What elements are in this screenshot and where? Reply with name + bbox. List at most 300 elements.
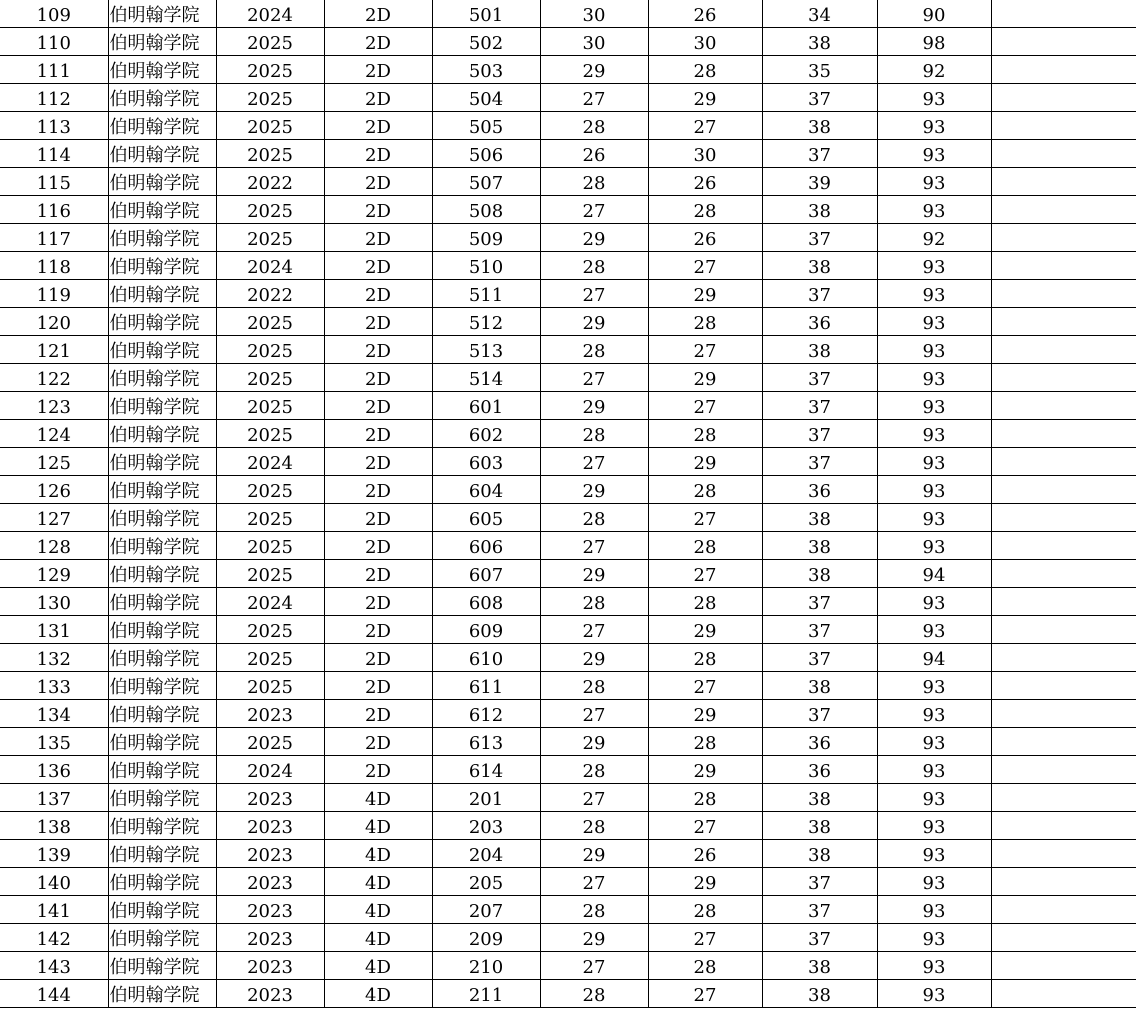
year-cell[interactable]: 2024 <box>216 0 324 28</box>
score-a-cell[interactable]: 28 <box>540 672 648 700</box>
row-number-cell[interactable]: 133 <box>0 672 108 700</box>
score-c-cell[interactable]: 38 <box>762 952 877 980</box>
score-c-cell[interactable]: 38 <box>762 812 877 840</box>
total-cell[interactable]: 93 <box>877 336 991 364</box>
score-b-cell[interactable]: 28 <box>648 728 762 756</box>
school-cell[interactable]: 伯明翰学院 <box>108 532 216 560</box>
score-b-cell[interactable]: 28 <box>648 308 762 336</box>
dimension-cell[interactable]: 2D <box>324 364 432 392</box>
code-cell[interactable]: 207 <box>432 896 540 924</box>
row-number-cell[interactable]: 143 <box>0 952 108 980</box>
dimension-cell[interactable]: 2D <box>324 448 432 476</box>
row-number-cell[interactable]: 135 <box>0 728 108 756</box>
score-b-cell[interactable]: 28 <box>648 56 762 84</box>
score-c-cell[interactable]: 37 <box>762 588 877 616</box>
blank-cell[interactable] <box>991 504 1136 532</box>
score-a-cell[interactable]: 30 <box>540 0 648 28</box>
year-cell[interactable]: 2025 <box>216 336 324 364</box>
score-a-cell[interactable]: 28 <box>540 812 648 840</box>
school-cell[interactable]: 伯明翰学院 <box>108 672 216 700</box>
code-cell[interactable]: 505 <box>432 112 540 140</box>
total-cell[interactable]: 93 <box>877 952 991 980</box>
score-b-cell[interactable]: 26 <box>648 0 762 28</box>
score-b-cell[interactable]: 29 <box>648 448 762 476</box>
row-number-cell[interactable]: 121 <box>0 336 108 364</box>
dimension-cell[interactable]: 2D <box>324 672 432 700</box>
dimension-cell[interactable]: 2D <box>324 224 432 252</box>
score-a-cell[interactable]: 28 <box>540 336 648 364</box>
dimension-cell[interactable]: 2D <box>324 616 432 644</box>
row-number-cell[interactable]: 119 <box>0 280 108 308</box>
code-cell[interactable]: 209 <box>432 924 540 952</box>
score-c-cell[interactable]: 37 <box>762 868 877 896</box>
blank-cell[interactable] <box>991 868 1136 896</box>
blank-cell[interactable] <box>991 448 1136 476</box>
score-a-cell[interactable]: 28 <box>540 980 648 1008</box>
total-cell[interactable]: 93 <box>877 616 991 644</box>
year-cell[interactable]: 2023 <box>216 924 324 952</box>
blank-cell[interactable] <box>991 728 1136 756</box>
score-a-cell[interactable]: 27 <box>540 280 648 308</box>
code-cell[interactable]: 204 <box>432 840 540 868</box>
code-cell[interactable]: 211 <box>432 980 540 1008</box>
dimension-cell[interactable]: 2D <box>324 560 432 588</box>
code-cell[interactable]: 608 <box>432 588 540 616</box>
blank-cell[interactable] <box>991 952 1136 980</box>
school-cell[interactable]: 伯明翰学院 <box>108 196 216 224</box>
score-c-cell[interactable]: 38 <box>762 560 877 588</box>
year-cell[interactable]: 2023 <box>216 952 324 980</box>
total-cell[interactable]: 93 <box>877 784 991 812</box>
dimension-cell[interactable]: 2D <box>324 336 432 364</box>
dimension-cell[interactable]: 2D <box>324 168 432 196</box>
score-a-cell[interactable]: 29 <box>540 224 648 252</box>
school-cell[interactable]: 伯明翰学院 <box>108 616 216 644</box>
year-cell[interactable]: 2023 <box>216 840 324 868</box>
score-c-cell[interactable]: 38 <box>762 112 877 140</box>
score-c-cell[interactable]: 36 <box>762 476 877 504</box>
score-b-cell[interactable]: 26 <box>648 840 762 868</box>
score-a-cell[interactable]: 27 <box>540 84 648 112</box>
year-cell[interactable]: 2025 <box>216 644 324 672</box>
row-number-cell[interactable]: 118 <box>0 252 108 280</box>
score-c-cell[interactable]: 37 <box>762 224 877 252</box>
school-cell[interactable]: 伯明翰学院 <box>108 644 216 672</box>
code-cell[interactable]: 508 <box>432 196 540 224</box>
school-cell[interactable]: 伯明翰学院 <box>108 0 216 28</box>
score-b-cell[interactable]: 27 <box>648 504 762 532</box>
school-cell[interactable]: 伯明翰学院 <box>108 504 216 532</box>
score-a-cell[interactable]: 29 <box>540 476 648 504</box>
year-cell[interactable]: 2025 <box>216 364 324 392</box>
school-cell[interactable]: 伯明翰学院 <box>108 952 216 980</box>
code-cell[interactable]: 614 <box>432 756 540 784</box>
dimension-cell[interactable]: 2D <box>324 532 432 560</box>
score-a-cell[interactable]: 27 <box>540 196 648 224</box>
blank-cell[interactable] <box>991 756 1136 784</box>
score-c-cell[interactable]: 37 <box>762 896 877 924</box>
code-cell[interactable]: 510 <box>432 252 540 280</box>
score-c-cell[interactable]: 37 <box>762 924 877 952</box>
total-cell[interactable]: 93 <box>877 448 991 476</box>
school-cell[interactable]: 伯明翰学院 <box>108 224 216 252</box>
dimension-cell[interactable]: 2D <box>324 0 432 28</box>
total-cell[interactable]: 93 <box>877 420 991 448</box>
school-cell[interactable]: 伯明翰学院 <box>108 280 216 308</box>
school-cell[interactable]: 伯明翰学院 <box>108 980 216 1008</box>
year-cell[interactable]: 2025 <box>216 84 324 112</box>
total-cell[interactable]: 93 <box>877 672 991 700</box>
row-number-cell[interactable]: 127 <box>0 504 108 532</box>
code-cell[interactable]: 602 <box>432 420 540 448</box>
code-cell[interactable]: 506 <box>432 140 540 168</box>
row-number-cell[interactable]: 129 <box>0 560 108 588</box>
score-b-cell[interactable]: 27 <box>648 252 762 280</box>
row-number-cell[interactable]: 111 <box>0 56 108 84</box>
year-cell[interactable]: 2025 <box>216 224 324 252</box>
score-a-cell[interactable]: 28 <box>540 588 648 616</box>
total-cell[interactable]: 93 <box>877 980 991 1008</box>
score-a-cell[interactable]: 28 <box>540 112 648 140</box>
total-cell[interactable]: 93 <box>877 756 991 784</box>
score-a-cell[interactable]: 29 <box>540 728 648 756</box>
total-cell[interactable]: 93 <box>877 84 991 112</box>
row-number-cell[interactable]: 109 <box>0 0 108 28</box>
school-cell[interactable]: 伯明翰学院 <box>108 840 216 868</box>
blank-cell[interactable] <box>991 980 1136 1008</box>
year-cell[interactable]: 2025 <box>216 560 324 588</box>
school-cell[interactable]: 伯明翰学院 <box>108 392 216 420</box>
score-a-cell[interactable]: 28 <box>540 896 648 924</box>
code-cell[interactable]: 513 <box>432 336 540 364</box>
score-c-cell[interactable]: 38 <box>762 784 877 812</box>
row-number-cell[interactable]: 122 <box>0 364 108 392</box>
dimension-cell[interactable]: 2D <box>324 280 432 308</box>
total-cell[interactable]: 93 <box>877 280 991 308</box>
school-cell[interactable]: 伯明翰学院 <box>108 476 216 504</box>
row-number-cell[interactable]: 131 <box>0 616 108 644</box>
school-cell[interactable]: 伯明翰学院 <box>108 308 216 336</box>
score-c-cell[interactable]: 36 <box>762 728 877 756</box>
year-cell[interactable]: 2025 <box>216 672 324 700</box>
score-b-cell[interactable]: 28 <box>648 196 762 224</box>
row-number-cell[interactable]: 138 <box>0 812 108 840</box>
blank-cell[interactable] <box>991 420 1136 448</box>
score-c-cell[interactable]: 37 <box>762 364 877 392</box>
blank-cell[interactable] <box>991 252 1136 280</box>
score-a-cell[interactable]: 28 <box>540 168 648 196</box>
total-cell[interactable]: 93 <box>877 364 991 392</box>
row-number-cell[interactable]: 144 <box>0 980 108 1008</box>
dimension-cell[interactable]: 2D <box>324 420 432 448</box>
total-cell[interactable]: 93 <box>877 812 991 840</box>
year-cell[interactable]: 2025 <box>216 112 324 140</box>
row-number-cell[interactable]: 123 <box>0 392 108 420</box>
row-number-cell[interactable]: 124 <box>0 420 108 448</box>
blank-cell[interactable] <box>991 700 1136 728</box>
score-a-cell[interactable]: 28 <box>540 504 648 532</box>
score-b-cell[interactable]: 29 <box>648 84 762 112</box>
code-cell[interactable]: 210 <box>432 952 540 980</box>
year-cell[interactable]: 2025 <box>216 616 324 644</box>
code-cell[interactable]: 501 <box>432 0 540 28</box>
total-cell[interactable]: 93 <box>877 840 991 868</box>
code-cell[interactable]: 611 <box>432 672 540 700</box>
score-b-cell[interactable]: 29 <box>648 364 762 392</box>
code-cell[interactable]: 502 <box>432 28 540 56</box>
blank-cell[interactable] <box>991 84 1136 112</box>
code-cell[interactable]: 503 <box>432 56 540 84</box>
total-cell[interactable]: 93 <box>877 140 991 168</box>
year-cell[interactable]: 2025 <box>216 420 324 448</box>
score-b-cell[interactable]: 28 <box>648 644 762 672</box>
year-cell[interactable]: 2024 <box>216 756 324 784</box>
school-cell[interactable]: 伯明翰学院 <box>108 700 216 728</box>
dimension-cell[interactable]: 2D <box>324 588 432 616</box>
row-number-cell[interactable]: 112 <box>0 84 108 112</box>
score-c-cell[interactable]: 34 <box>762 0 877 28</box>
year-cell[interactable]: 2023 <box>216 812 324 840</box>
row-number-cell[interactable]: 132 <box>0 644 108 672</box>
score-a-cell[interactable]: 28 <box>540 252 648 280</box>
score-a-cell[interactable]: 27 <box>540 448 648 476</box>
total-cell[interactable]: 94 <box>877 644 991 672</box>
blank-cell[interactable] <box>991 532 1136 560</box>
school-cell[interactable]: 伯明翰学院 <box>108 868 216 896</box>
year-cell[interactable]: 2025 <box>216 196 324 224</box>
score-b-cell[interactable]: 29 <box>648 280 762 308</box>
score-b-cell[interactable]: 28 <box>648 952 762 980</box>
score-c-cell[interactable]: 37 <box>762 140 877 168</box>
school-cell[interactable]: 伯明翰学院 <box>108 112 216 140</box>
dimension-cell[interactable]: 4D <box>324 896 432 924</box>
total-cell[interactable]: 93 <box>877 392 991 420</box>
year-cell[interactable]: 2023 <box>216 784 324 812</box>
score-c-cell[interactable]: 36 <box>762 308 877 336</box>
total-cell[interactable]: 93 <box>877 532 991 560</box>
row-number-cell[interactable]: 137 <box>0 784 108 812</box>
score-b-cell[interactable]: 27 <box>648 336 762 364</box>
total-cell[interactable]: 93 <box>877 728 991 756</box>
score-c-cell[interactable]: 39 <box>762 168 877 196</box>
score-a-cell[interactable]: 29 <box>540 840 648 868</box>
code-cell[interactable]: 613 <box>432 728 540 756</box>
school-cell[interactable]: 伯明翰学院 <box>108 924 216 952</box>
year-cell[interactable]: 2024 <box>216 588 324 616</box>
dimension-cell[interactable]: 2D <box>324 756 432 784</box>
blank-cell[interactable] <box>991 588 1136 616</box>
total-cell[interactable]: 92 <box>877 224 991 252</box>
total-cell[interactable]: 93 <box>877 700 991 728</box>
score-c-cell[interactable]: 38 <box>762 532 877 560</box>
score-b-cell[interactable]: 28 <box>648 420 762 448</box>
total-cell[interactable]: 93 <box>877 924 991 952</box>
dimension-cell[interactable]: 2D <box>324 308 432 336</box>
score-b-cell[interactable]: 30 <box>648 140 762 168</box>
blank-cell[interactable] <box>991 616 1136 644</box>
score-b-cell[interactable]: 27 <box>648 980 762 1008</box>
blank-cell[interactable] <box>991 168 1136 196</box>
blank-cell[interactable] <box>991 840 1136 868</box>
row-number-cell[interactable]: 116 <box>0 196 108 224</box>
school-cell[interactable]: 伯明翰学院 <box>108 588 216 616</box>
row-number-cell[interactable]: 126 <box>0 476 108 504</box>
score-c-cell[interactable]: 38 <box>762 840 877 868</box>
score-b-cell[interactable]: 27 <box>648 112 762 140</box>
score-c-cell[interactable]: 38 <box>762 252 877 280</box>
year-cell[interactable]: 2025 <box>216 140 324 168</box>
blank-cell[interactable] <box>991 0 1136 28</box>
code-cell[interactable]: 203 <box>432 812 540 840</box>
year-cell[interactable]: 2024 <box>216 448 324 476</box>
year-cell[interactable]: 2023 <box>216 896 324 924</box>
score-a-cell[interactable]: 27 <box>540 532 648 560</box>
score-c-cell[interactable]: 35 <box>762 56 877 84</box>
score-b-cell[interactable]: 29 <box>648 700 762 728</box>
row-number-cell[interactable]: 139 <box>0 840 108 868</box>
year-cell[interactable]: 2022 <box>216 168 324 196</box>
blank-cell[interactable] <box>991 812 1136 840</box>
row-number-cell[interactable]: 125 <box>0 448 108 476</box>
total-cell[interactable]: 93 <box>877 196 991 224</box>
dimension-cell[interactable]: 4D <box>324 784 432 812</box>
school-cell[interactable]: 伯明翰学院 <box>108 364 216 392</box>
year-cell[interactable]: 2025 <box>216 476 324 504</box>
score-a-cell[interactable]: 27 <box>540 784 648 812</box>
score-a-cell[interactable]: 29 <box>540 560 648 588</box>
year-cell[interactable]: 2023 <box>216 868 324 896</box>
score-c-cell[interactable]: 37 <box>762 392 877 420</box>
score-a-cell[interactable]: 26 <box>540 140 648 168</box>
row-number-cell[interactable]: 128 <box>0 532 108 560</box>
year-cell[interactable]: 2025 <box>216 28 324 56</box>
year-cell[interactable]: 2025 <box>216 728 324 756</box>
dimension-cell[interactable]: 2D <box>324 56 432 84</box>
dimension-cell[interactable]: 2D <box>324 252 432 280</box>
school-cell[interactable]: 伯明翰学院 <box>108 28 216 56</box>
score-a-cell[interactable]: 29 <box>540 644 648 672</box>
dimension-cell[interactable]: 4D <box>324 924 432 952</box>
blank-cell[interactable] <box>991 672 1136 700</box>
blank-cell[interactable] <box>991 140 1136 168</box>
score-c-cell[interactable]: 38 <box>762 980 877 1008</box>
score-c-cell[interactable]: 37 <box>762 448 877 476</box>
code-cell[interactable]: 509 <box>432 224 540 252</box>
row-number-cell[interactable]: 115 <box>0 168 108 196</box>
score-b-cell[interactable]: 28 <box>648 896 762 924</box>
dimension-cell[interactable]: 2D <box>324 196 432 224</box>
year-cell[interactable]: 2024 <box>216 252 324 280</box>
row-number-cell[interactable]: 120 <box>0 308 108 336</box>
score-c-cell[interactable]: 37 <box>762 280 877 308</box>
blank-cell[interactable] <box>991 56 1136 84</box>
year-cell[interactable]: 2025 <box>216 504 324 532</box>
code-cell[interactable]: 612 <box>432 700 540 728</box>
score-b-cell[interactable]: 27 <box>648 672 762 700</box>
blank-cell[interactable] <box>991 364 1136 392</box>
code-cell[interactable]: 601 <box>432 392 540 420</box>
total-cell[interactable]: 93 <box>877 896 991 924</box>
blank-cell[interactable] <box>991 28 1136 56</box>
dimension-cell[interactable]: 4D <box>324 980 432 1008</box>
code-cell[interactable]: 603 <box>432 448 540 476</box>
code-cell[interactable]: 205 <box>432 868 540 896</box>
score-a-cell[interactable]: 29 <box>540 924 648 952</box>
blank-cell[interactable] <box>991 196 1136 224</box>
total-cell[interactable]: 93 <box>877 588 991 616</box>
school-cell[interactable]: 伯明翰学院 <box>108 560 216 588</box>
score-c-cell[interactable]: 37 <box>762 420 877 448</box>
score-b-cell[interactable]: 29 <box>648 756 762 784</box>
code-cell[interactable]: 201 <box>432 784 540 812</box>
dimension-cell[interactable]: 4D <box>324 952 432 980</box>
total-cell[interactable]: 92 <box>877 56 991 84</box>
total-cell[interactable]: 93 <box>877 504 991 532</box>
score-b-cell[interactable]: 28 <box>648 588 762 616</box>
score-a-cell[interactable]: 27 <box>540 616 648 644</box>
score-a-cell[interactable]: 30 <box>540 28 648 56</box>
school-cell[interactable]: 伯明翰学院 <box>108 784 216 812</box>
score-b-cell[interactable]: 30 <box>648 28 762 56</box>
row-number-cell[interactable]: 113 <box>0 112 108 140</box>
code-cell[interactable]: 607 <box>432 560 540 588</box>
score-c-cell[interactable]: 37 <box>762 616 877 644</box>
school-cell[interactable]: 伯明翰学院 <box>108 84 216 112</box>
year-cell[interactable]: 2025 <box>216 56 324 84</box>
code-cell[interactable]: 606 <box>432 532 540 560</box>
code-cell[interactable]: 609 <box>432 616 540 644</box>
score-c-cell[interactable]: 38 <box>762 28 877 56</box>
total-cell[interactable]: 93 <box>877 168 991 196</box>
blank-cell[interactable] <box>991 336 1136 364</box>
dimension-cell[interactable]: 2D <box>324 504 432 532</box>
dimension-cell[interactable]: 2D <box>324 476 432 504</box>
blank-cell[interactable] <box>991 784 1136 812</box>
score-b-cell[interactable]: 27 <box>648 560 762 588</box>
dimension-cell[interactable]: 2D <box>324 728 432 756</box>
dimension-cell[interactable]: 2D <box>324 644 432 672</box>
score-a-cell[interactable]: 28 <box>540 756 648 784</box>
code-cell[interactable]: 605 <box>432 504 540 532</box>
row-number-cell[interactable]: 117 <box>0 224 108 252</box>
score-b-cell[interactable]: 28 <box>648 476 762 504</box>
school-cell[interactable]: 伯明翰学院 <box>108 140 216 168</box>
row-number-cell[interactable]: 140 <box>0 868 108 896</box>
score-c-cell[interactable]: 37 <box>762 700 877 728</box>
code-cell[interactable]: 512 <box>432 308 540 336</box>
score-c-cell[interactable]: 38 <box>762 336 877 364</box>
year-cell[interactable]: 2023 <box>216 980 324 1008</box>
year-cell[interactable]: 2025 <box>216 392 324 420</box>
school-cell[interactable]: 伯明翰学院 <box>108 812 216 840</box>
school-cell[interactable]: 伯明翰学院 <box>108 896 216 924</box>
score-b-cell[interactable]: 29 <box>648 868 762 896</box>
score-a-cell[interactable]: 29 <box>540 56 648 84</box>
row-number-cell[interactable]: 114 <box>0 140 108 168</box>
total-cell[interactable]: 94 <box>877 560 991 588</box>
score-a-cell[interactable]: 29 <box>540 392 648 420</box>
row-number-cell[interactable]: 141 <box>0 896 108 924</box>
code-cell[interactable]: 504 <box>432 84 540 112</box>
blank-cell[interactable] <box>991 644 1136 672</box>
score-a-cell[interactable]: 29 <box>540 308 648 336</box>
score-a-cell[interactable]: 28 <box>540 420 648 448</box>
year-cell[interactable]: 2025 <box>216 308 324 336</box>
code-cell[interactable]: 610 <box>432 644 540 672</box>
score-c-cell[interactable]: 36 <box>762 756 877 784</box>
score-b-cell[interactable]: 28 <box>648 784 762 812</box>
blank-cell[interactable] <box>991 392 1136 420</box>
